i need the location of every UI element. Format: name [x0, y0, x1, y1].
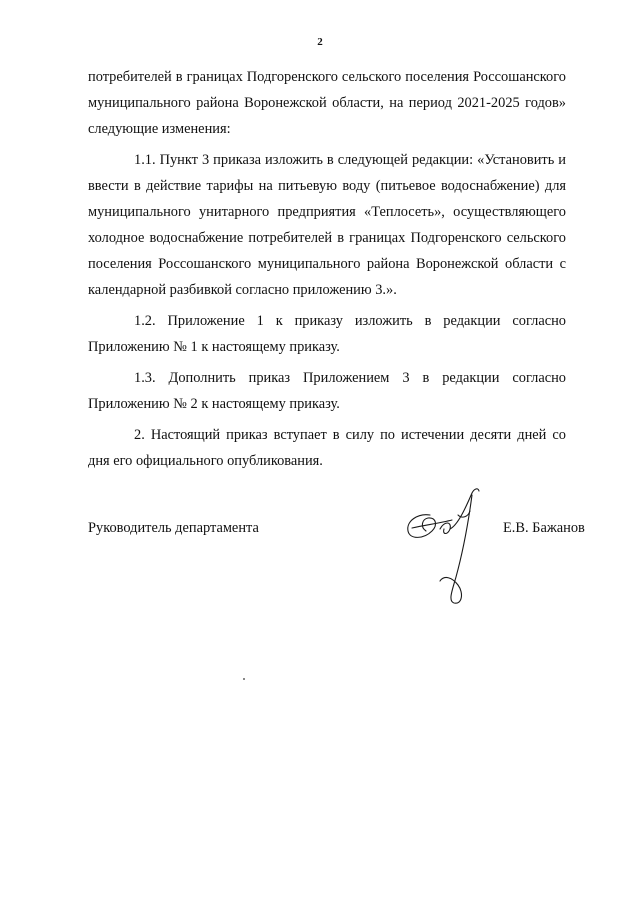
paragraph-continuation: потребителей в границах Подгоренского сельского поселения Россошанского муниципального района Воронежской области, на период 2021-2025 годов» следующие изменения: — [88, 69, 566, 137]
signatory-position: Руководитель департамента — [88, 520, 259, 536]
paragraph-item-1-2: 1.2. Приложение 1 к приказу изложить в редакции согласно Приложению № 1 к настоящему приказу. — [88, 313, 566, 355]
document-body — [88, 64, 566, 479]
page-number: 2 — [317, 36, 323, 48]
paragraph-item-1-3: 1.3. Дополнить приказ Приложением 3 в редакции согласно Приложению № 2 к настоящему приказу. — [88, 370, 566, 412]
paragraph-item-2: 2. Настоящий приказ вступает в силу по истечении десяти дней со дня его официального опубликования. — [88, 427, 566, 469]
signatory-name: Е.В. Бажанов — [503, 520, 585, 536]
paragraph-item-1-1: 1.1. Пункт 3 приказа изложить в следующей редакции: «Установить и ввести в действие тарифы на питьевую воду (питьевое водоснабжение) для муниципального унитарного предприятия «Теплосеть», осуществляющего холодное водоснабжение потребителей в границах Подгоренского сельского поселения Россошанского муниципального района Воронежской области с календарной разбивкой согласно приложению 3.». — [88, 152, 566, 298]
handwritten-signature-icon — [400, 485, 500, 610]
scan-speck — [243, 678, 245, 680]
signature-block — [88, 515, 588, 545]
